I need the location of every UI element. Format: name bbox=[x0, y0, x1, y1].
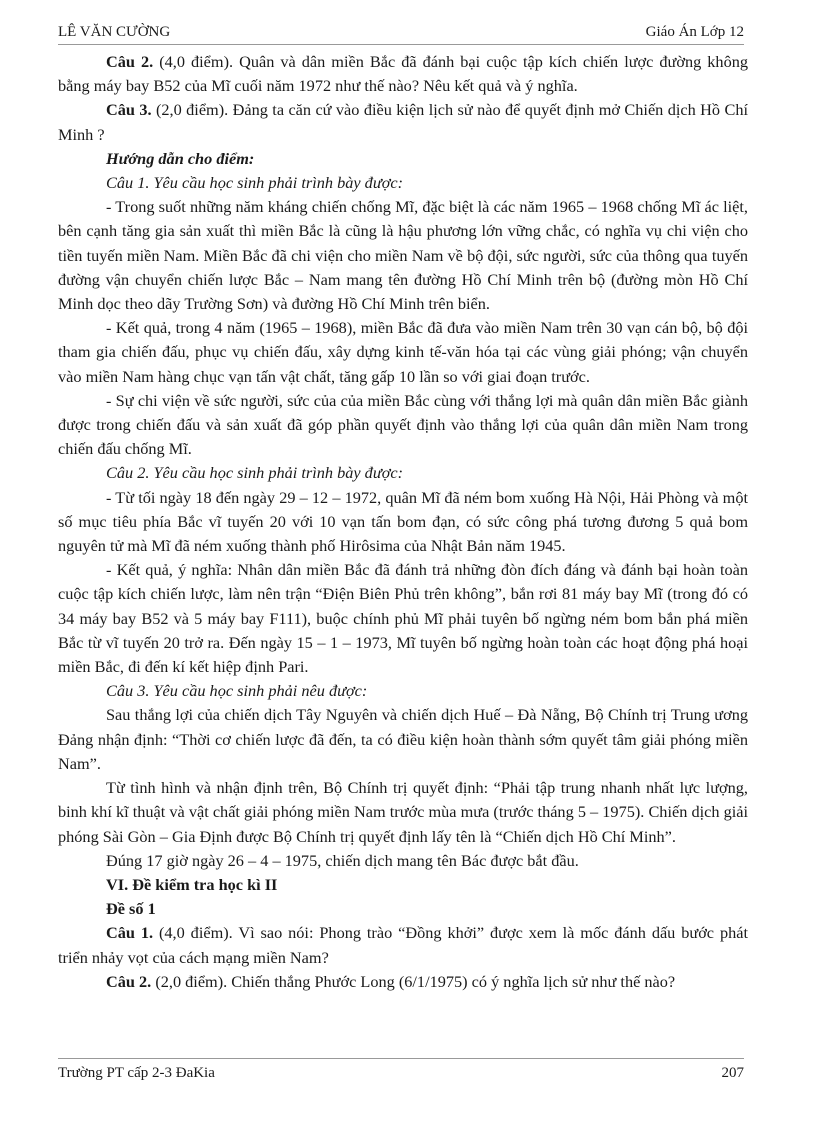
question-3 bbox=[58, 98, 748, 146]
question-label: Câu 1. bbox=[106, 923, 154, 943]
answer-1-point-2: - Kết quả, trong 4 năm (1965 – 1968), miền Bắc đã đưa vào miền Nam trên 30 vạn cán bộ, bộ đội tham gia chiến đấu, phục vụ chiến đấu, xây dựng kinh tế-văn hóa tại các vùng giải phóng; vận chuyển vào miền Nam hàng chục vạn tấn vật chất, tăng gấp 10 lần so với giai đoạn trước. bbox=[58, 318, 748, 386]
question-label: Câu 3. bbox=[106, 100, 152, 120]
answer-1-point-1: - Trong suốt những năm kháng chiến chống Mĩ, đặc biệt là các năm 1965 – 1968 chống Mĩ ác liệt, bên cạnh tăng gia sản xuất thì miền Bắc là cũng là hậu phương lớn vững chắc, có nghĩa vụ chi viện cho tiền tuyến miền Nam. Miền Bắc đã chi viện cho miền Nam về bộ đội, sức người, sức của thông qua tuyến đường vận chuyển chiến lược Bắc – Nam mang tên đường Hồ Chí Minh trên bộ (đường mòn Hồ Chí Minh dọc theo dãy Trường Sơn) và đường Hồ Chí Minh trên biển. bbox=[58, 197, 748, 314]
grading-heading: Hướng dẫn cho điểm: bbox=[106, 148, 255, 168]
question-text: (2,0 điểm). Đảng ta căn cứ vào điều kiện lịch sử nào để quyết định mở Chiến dịch Hồ Chí Minh ? bbox=[58, 100, 748, 144]
question-text: (4,0 điểm). Quân và dân miền Bắc đã đánh bại cuộc tập kích chiến lược đường không bằng máy bay B52 của Mĩ cuối năm 1972 như thế nào? Nêu kết quả và ý nghĩa. bbox=[58, 52, 748, 96]
page-header bbox=[58, 22, 744, 45]
question-2 bbox=[58, 50, 748, 98]
answer-3-point-3: Đúng 17 giờ ngày 26 – 4 – 1975, chiến dịch mang tên Bác được bắt đầu. bbox=[106, 850, 579, 870]
header-subject: Giáo Án Lớp 12 bbox=[645, 24, 744, 40]
footer-school: Trường PT cấp 2-3 ĐaKia bbox=[58, 1065, 215, 1081]
page-number: 207 bbox=[721, 1065, 744, 1081]
answer-1-point-3: - Sự chi viện về sức người, sức của của miền Bắc cùng với thắng lợi mà quân dân miền Bắc giành được trong chiến đấu và sản xuất đã góp phần quyết định vào thắng lợi của quân dân miền Nam trong chiến đấu chống Mĩ. bbox=[58, 390, 748, 459]
answer-3-heading: Câu 3. Yêu cầu học sinh phải nêu được: bbox=[106, 681, 368, 701]
answer-2-heading: Câu 2. Yêu cầu học sinh phải trình bày được: bbox=[106, 463, 404, 483]
answer-2-point-1: - Từ tối ngày 18 đến ngày 29 – 12 – 1972, quân Mĩ đã ném bom xuống Hà Nội, Hải Phòng và một số mục tiêu phía Bắc vĩ tuyến 20 với 10 vạn tấn bom đạn, có sức công phá tương đương 5 quả bom nguyên tử mà Mĩ đã ném xuống thành phố Hirôsima của Nhật Bản năm 1945. bbox=[58, 487, 748, 556]
document-body bbox=[58, 50, 748, 994]
question-text: (2,0 điểm). Chiến thắng Phước Long (6/1/1975) có ý nghĩa lịch sử như thế nào? bbox=[151, 971, 676, 991]
page-footer bbox=[58, 1058, 744, 1087]
question-text: (4,0 điểm). Vì sao nói: Phong trào “Đồng khởi” được xem là mốc đánh dấu bước phát triển nhảy vọt của cách mạng miền Nam? bbox=[58, 923, 748, 967]
exam-number: Đề số 1 bbox=[106, 899, 156, 919]
question-label: Câu 2. bbox=[106, 971, 152, 991]
question-label: Câu 2. bbox=[106, 52, 154, 71]
answer-3-point-1: Sau thắng lợi của chiến dịch Tây Nguyên và chiến dịch Huế – Đà Nẵng, Bộ Chính trị Trung ương Đảng nhận định: “Thời cơ chiến lược đã đến, ta có điều kiện hoàn thành sớm quyết tâm giải phóng miền Nam”. bbox=[58, 705, 748, 773]
header-author: LÊ VĂN CƯỜNG bbox=[58, 24, 171, 40]
answer-1-heading: Câu 1. Yêu cầu học sinh phải trình bày được: bbox=[106, 173, 404, 193]
answer-3-point-2: Từ tình hình và nhận định trên, Bộ Chính trị quyết định: “Phải tập trung nhanh nhất lực lượng, binh khí kĩ thuật và vật chất giải phóng miền Nam trước mùa mưa (trước tháng 5 – 1975). Chiến dịch giải phóng Sài Gòn – Gia Định được Bộ Chính trị quyết định lấy tên là “Chiến dịch Hồ Chí Minh”. bbox=[58, 778, 748, 846]
exam-question-2 bbox=[58, 970, 748, 994]
answer-2-point-2: - Kết quả, ý nghĩa: Nhân dân miền Bắc đã đánh trả những đòn đích đáng và đánh bại hoàn toàn cuộc tập kích chiến lược, làm nên trận “Điện Biên Phủ trên không”, bắn rơi 81 máy bay Mĩ (trong đó có 34 máy bay B52 và 5 máy bay F111), buộc chính phủ Mĩ phải tuyên bố ngừng ném bom bắn phá miền Bắc từ vĩ tuyến 20 trở ra. Đến ngày 15 – 1 – 1973, Mĩ tuyên bố ngừng hoàn toàn các hoạt động phá hoại miền Bắc, đi đến kí kết hiệp định Pari. bbox=[58, 560, 748, 677]
exam-question-1 bbox=[58, 921, 748, 969]
section-heading: VI. Đề kiểm tra học kì II bbox=[106, 874, 278, 894]
